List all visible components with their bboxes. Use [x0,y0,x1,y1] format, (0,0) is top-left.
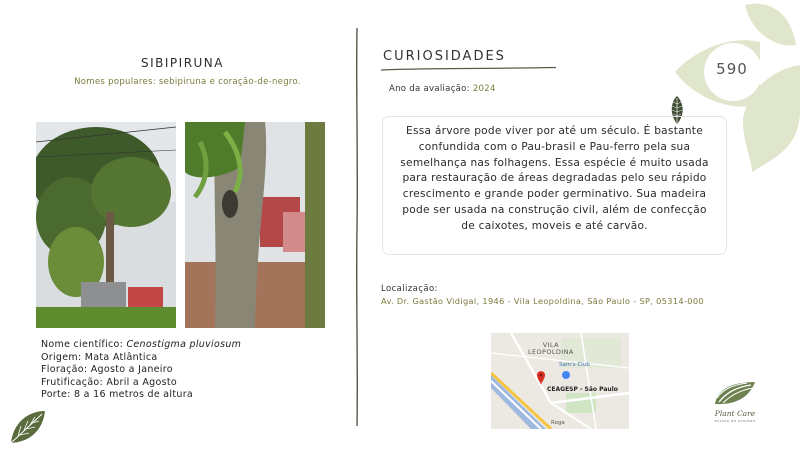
origin-line: Origem: Mata Atlântica [41,351,158,363]
tree-photo-canopy [36,122,176,328]
leaf-icon-bottom-left [8,408,48,446]
map-district-line2: LEOPOLDINA [528,348,574,356]
species-title: SIBIPIRUNA [140,56,224,70]
species-details [41,339,241,402]
curiosities-title: CURIOSIDADES [383,49,506,64]
size-line: Porte: 8 a 16 metros de altura [41,389,194,401]
tree-photo-trunk [185,122,325,328]
popular-names: Nomes populares: sebipiruna e coração-de-negro. [74,77,301,87]
map-street-label: Roga [551,420,565,426]
curiosities-description: Essa árvore pode viver por até um século. É bastante confundida com o Pau-brasil e Pau-ferro pela sua semelhança nas folhagens. Essa espécie é muito usada para restauração de áreas degradadas pelo seu rápido crescimento e grande poder germinativo. Sua madeira pode ser usada na construção civil, além de confecção de caixotes, moveis e até carvão. [382,116,727,255]
brand-name: Plant Care [714,409,756,418]
evaluation-year-label: Ano da avaliação: [389,84,473,94]
fruiting-line: Frutificação: Abril a Agosto [41,376,177,388]
vertical-divider [354,28,360,426]
scientific-name-label: Nome científico: [41,339,127,350]
location-label: Localização: [381,284,438,294]
evaluation-year-line [389,84,496,94]
map-place-label: CEAGESP - São Paulo [547,386,618,393]
evaluation-number-badge: 590 [716,60,748,78]
evaluation-year: 2024 [472,84,496,94]
map-store-label: Sam's Club [559,362,590,368]
scientific-name-line [41,339,241,352]
title-underline [381,66,556,72]
location-address[interactable]: Av. Dr. Gastão Vidigal, 1946 - Vila Leopoldina, São Paulo - SP, 05314-000 [381,296,704,306]
location-map[interactable] [491,333,629,429]
scientific-name: Cenostigma pluviosum [126,339,242,350]
brand-tagline: escola de plantas [714,419,756,423]
map-district-line1: VILA [542,341,559,349]
plant-care-logo-icon [713,380,757,406]
flowering-line: Floração: Agosto a Janeiro [41,364,173,376]
